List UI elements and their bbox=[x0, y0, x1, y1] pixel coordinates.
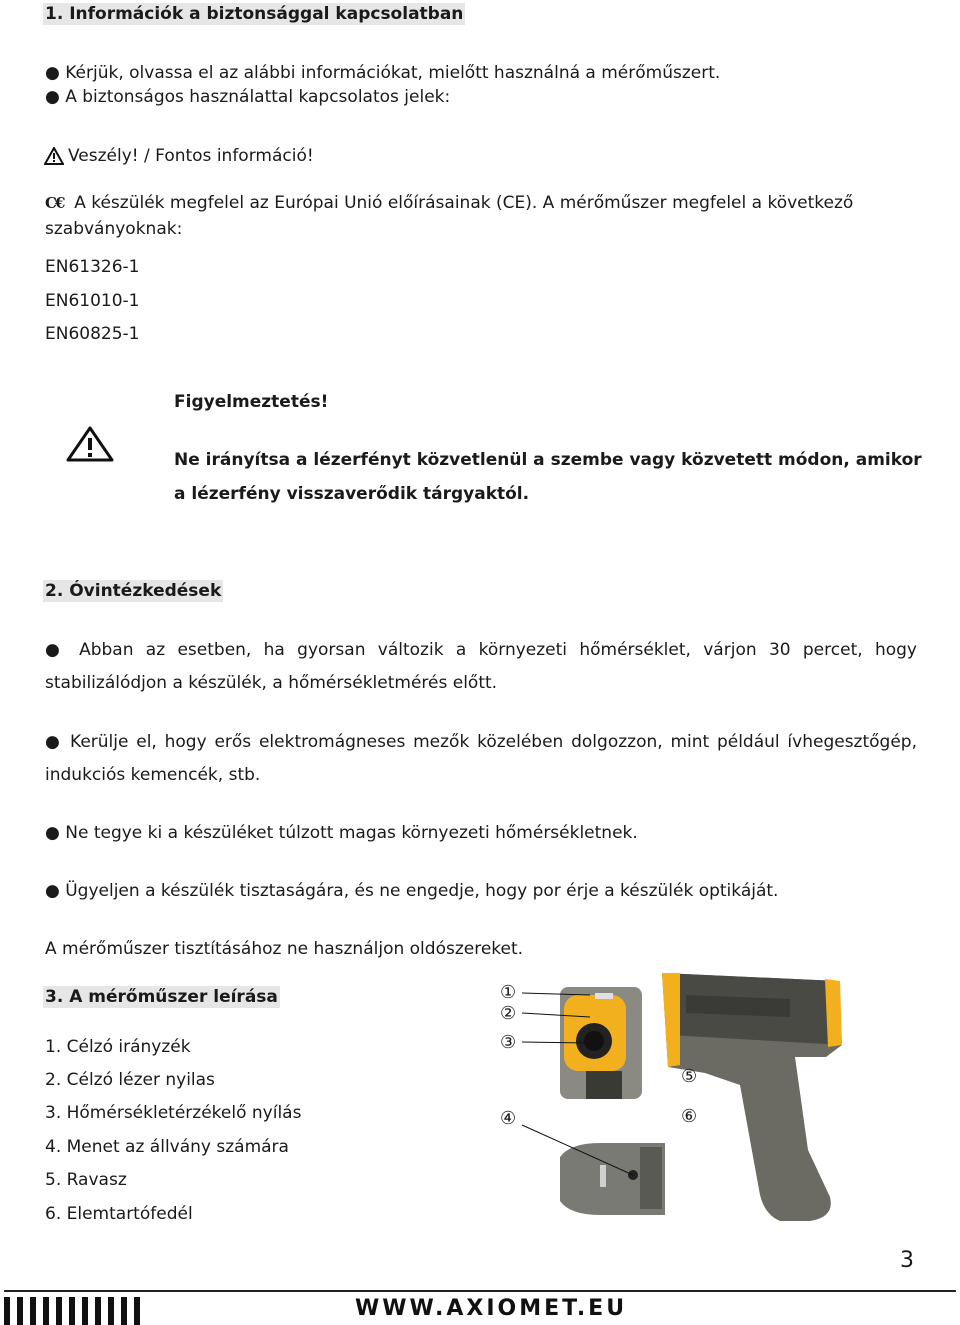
bullet-safety-symbols: ● A biztonságos használattal kapcsolatos jelek: bbox=[45, 87, 451, 107]
part-item-2: 2. Célzó lézer nyilas bbox=[45, 1070, 215, 1090]
part-item-1: 1. Célzó irányzék bbox=[45, 1037, 191, 1057]
precaution-1: ● Abban az esetben, ha gyorsan változik a környezeti hőmérséklet, várjon 30 percet, hogy stabilizálódjon a készülék, a hőmérsékletmérés előtt. bbox=[45, 640, 917, 693]
danger-text: Veszély! / Fontos információ! bbox=[68, 146, 314, 166]
standard-2: EN61010-1 bbox=[45, 291, 140, 311]
callout-2: ② bbox=[500, 1003, 517, 1024]
ce-text-cont: szabványoknak: bbox=[45, 219, 183, 239]
standard-3: EN60825-1 bbox=[45, 324, 140, 344]
footer-website: WWW.AXIOMET.EU bbox=[355, 1296, 628, 1321]
callout-1: ① bbox=[500, 982, 517, 1003]
footer-divider bbox=[4, 1290, 956, 1292]
precaution-4: ● Ügyeljen a készülék tisztaságára, és ne engedje, hogy por érje a készülék optikáját. bbox=[45, 881, 779, 901]
footer-barcode-stripes bbox=[4, 1297, 140, 1325]
callout-6: ⑥ bbox=[681, 1106, 698, 1127]
callout-3: ③ bbox=[500, 1032, 517, 1053]
part-item-5: 5. Ravasz bbox=[45, 1170, 127, 1190]
thermometer-illustration bbox=[490, 965, 860, 1230]
precaution-3: ● Ne tegye ki a készüléket túlzott magas környezeti hőmérsékletnek. bbox=[45, 823, 638, 843]
part-item-4: 4. Menet az állvány számára bbox=[45, 1137, 289, 1157]
page-number: 3 bbox=[900, 1248, 914, 1273]
warning-triangle-icon bbox=[44, 147, 64, 165]
callout-4: ④ bbox=[500, 1108, 517, 1129]
warning-line-2: a lézerfény visszaverődik tárgyaktól. bbox=[174, 484, 530, 504]
ce-text: A készülék megfelel az Európai Unió előírásainak (CE). A mérőműszer megfelel a következő bbox=[63, 193, 854, 213]
warning-line-1: Ne irányítsa a lézerfényt közvetlenül a szembe vagy közvetett módon, amikor bbox=[174, 450, 922, 470]
standard-1: EN61326-1 bbox=[45, 257, 140, 277]
danger-line bbox=[44, 146, 314, 166]
precaution-5: A mérőműszer tisztításához ne használjon oldószereket. bbox=[45, 939, 524, 959]
callout-5: ⑤ bbox=[681, 1066, 698, 1087]
ce-line bbox=[45, 193, 853, 213]
ce-mark-icon: C€ bbox=[45, 194, 64, 212]
laser-warning-icon bbox=[66, 426, 114, 462]
section-1-heading: 1. Információk a biztonsággal kapcsolatban bbox=[45, 4, 464, 24]
part-item-6: 6. Elemtartófedél bbox=[45, 1204, 193, 1224]
section-3-heading: 3. A mérőműszer leírása bbox=[45, 987, 278, 1007]
warning-title: Figyelmeztetés! bbox=[174, 392, 329, 412]
bullet-read-info: ● Kérjük, olvassa el az alábbi információkat, mielőtt használná a mérőműszert. bbox=[45, 63, 721, 83]
precaution-2: ● Kerülje el, hogy erős elektromágneses mezők közelében dolgozzon, mint például ívhegesztőgép, indukciós kemencék, stb. bbox=[45, 732, 917, 785]
part-item-3: 3. Hőmérsékletérzékelő nyílás bbox=[45, 1103, 302, 1123]
section-2-heading: 2. Óvintézkedések bbox=[45, 581, 222, 601]
